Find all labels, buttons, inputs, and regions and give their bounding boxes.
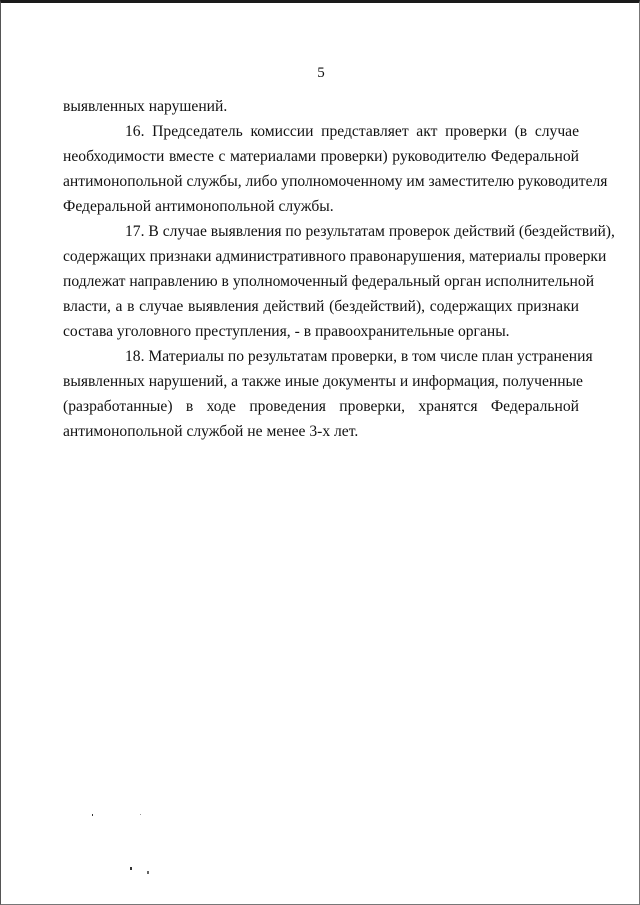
paragraph-item-16 xyxy=(63,119,608,219)
text-line: антимонопольной службы, либо уполномоченному им заместителю руководителя xyxy=(63,173,608,190)
scan-speck xyxy=(147,871,149,874)
paragraph-item-17 xyxy=(63,219,615,344)
text-line: необходимости вместе с материалами проверки) руководителю Федеральной xyxy=(63,148,579,165)
scan-speck xyxy=(92,814,93,816)
text-line: подлежат направлению в уполномоченный федеральный орган исполнительной xyxy=(63,273,595,290)
text-line: 17. В случае выявления по результатам проверок действий (бездействий), xyxy=(125,223,615,240)
scan-speck xyxy=(140,814,141,815)
document-body xyxy=(63,94,615,444)
text-line: антимонопольной службой не менее 3-х лет. xyxy=(63,423,359,440)
text-line: 18. Материалы по результатам проверки, в том числе план устранения xyxy=(125,348,593,365)
paragraph-continuation xyxy=(63,94,579,119)
text-line: Федеральной антимонопольной службы. xyxy=(63,198,334,215)
text-line: (разработанные) в ходе проведения проверки, хранятся Федеральной xyxy=(63,398,579,415)
page-number: 5 xyxy=(317,65,325,81)
text-line: выявленных нарушений, а также иные документы и информация, полученные xyxy=(63,373,583,390)
text-line: содержащих признаки административного правонарушения, материалы проверки xyxy=(63,248,607,265)
text-line: 16. Председатель комиссии представляет акт проверки (в случае xyxy=(125,123,579,140)
scan-speck xyxy=(130,867,132,870)
text-line: выявленных нарушений. xyxy=(63,98,228,115)
text-line: власти, а в случае выявления действий (бездействий), содержащих признаки xyxy=(63,298,579,315)
paragraph-item-18 xyxy=(63,344,593,444)
text-line: состава уголовного преступления, - в правоохранительные органы. xyxy=(63,323,510,340)
